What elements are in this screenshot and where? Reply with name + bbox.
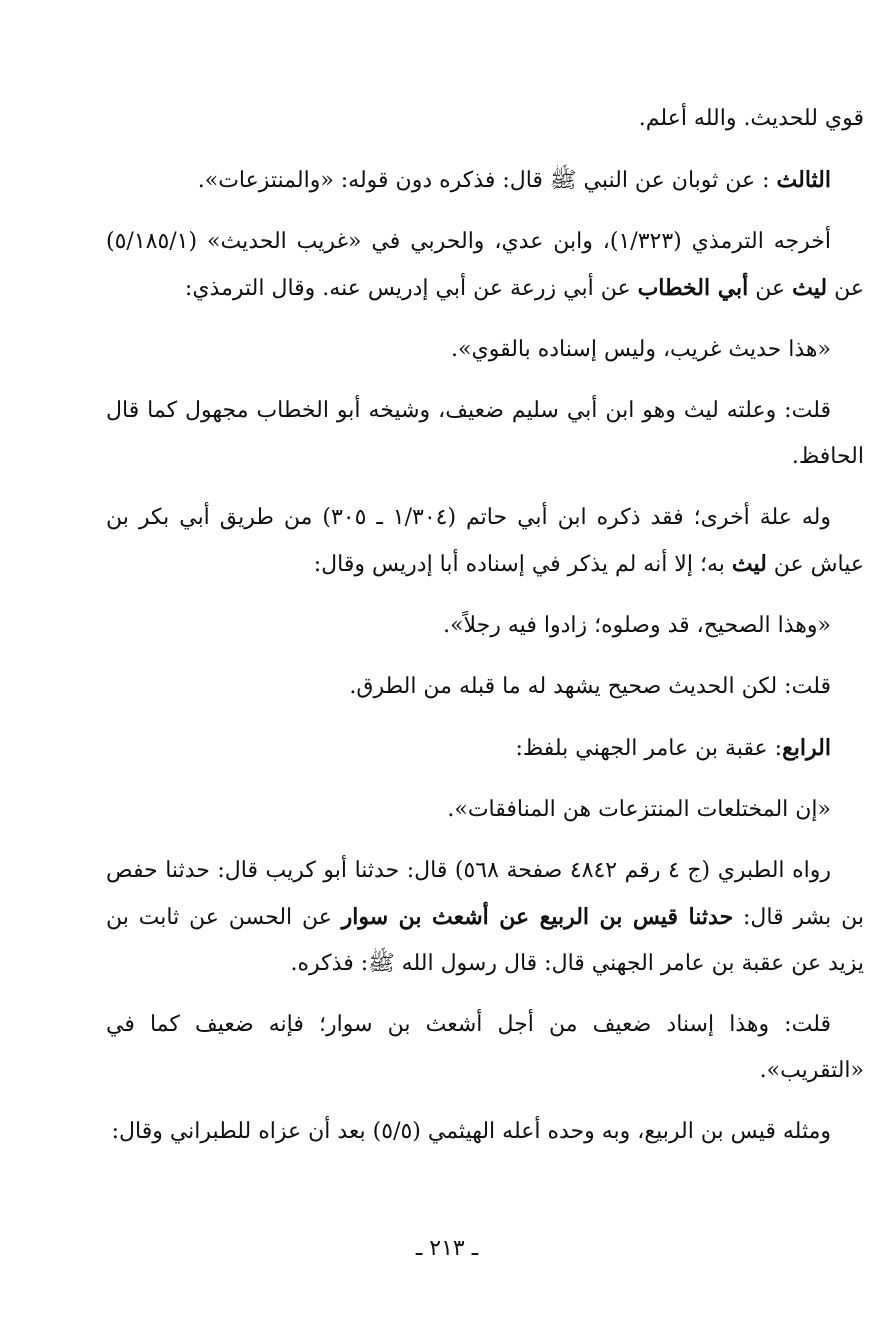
- text-run: قلت: وعلته ليث وهو ابن أبي سليم ضعيف، وشيخه أبو الخطاب مجهول كما قال الحافظ.: [106, 398, 864, 469]
- text-run: عن: [748, 276, 793, 301]
- text-run: عن الحسن عن ثابت بن يزيد عن عقبة بن عامر الجهني قال: قال رسول الله ﷺ: فذكره.: [106, 905, 864, 976]
- text-run: به؛ إلا أنه لم يذكر في إسناده أبا إدريس وقال:: [313, 552, 732, 577]
- paragraph: [106, 787, 864, 833]
- text-run: عن أبي زرعة عن أبي إدريس عنه. وقال الترمذي:: [184, 276, 638, 301]
- bold-run: ليث: [792, 275, 828, 301]
- text-run: «إن المختلعات المنتزعات هن المنافقات».: [447, 797, 831, 822]
- paragraph: [106, 603, 864, 649]
- paragraph: [106, 219, 864, 312]
- paragraph: [106, 327, 864, 373]
- bold-run: الثالث: [776, 167, 831, 193]
- text-run: وله علة أخرى؛ فقد ذكره ابن أبي حاتم (١/٣٠٤ ـ ٣٠٥) من طريق أبي بكر بن عياش عن: [106, 505, 864, 577]
- paragraph: [106, 157, 864, 204]
- paragraph: [106, 725, 864, 772]
- page-body: [106, 96, 864, 1170]
- bold-run: الرابع: [782, 735, 831, 761]
- text-run: : عقبة بن عامر الجهني بلفظ:: [515, 736, 783, 761]
- page-number: ـ ٢١٣ ـ: [415, 1236, 479, 1261]
- paragraph: [106, 96, 864, 142]
- bold-run: أبي الخطاب: [637, 275, 749, 301]
- text-run: رواه الطبري (ج ٤ رقم ٤٨٤٢ صفحة ٥٦٨) قال: حدثنا أبو كريب قال: حدثنا حفص بن بشر قال:: [106, 858, 864, 930]
- bold-run: حدثنا قيس بن الربيع عن أشعث بن سوار: [341, 904, 734, 930]
- text-run: ومثله قيس بن الربيع، وبه وحده أعله الهيثمي (٥/٥) بعد أن عزاه للطبراني وقال:: [111, 1119, 831, 1144]
- paragraph: [106, 1109, 864, 1155]
- text-run: «هذا حديث غريب، وليس إسناده بالقوي».: [451, 337, 831, 362]
- paragraph: [106, 495, 864, 588]
- paragraph: [106, 664, 864, 710]
- paragraph: [106, 388, 864, 480]
- paragraph: [106, 848, 864, 987]
- bold-run: ليث: [731, 551, 767, 577]
- text-run: قوي للحديث. والله أعلم.: [638, 106, 864, 131]
- text-run: قلت: لكن الحديث صحيح يشهد له ما قبله من الطرق.: [349, 674, 831, 699]
- text-run: أخرجه الترمذي (١/٣٢٣)، وابن عدي، والحربي في «غريب الحديث» (٥/١٨٥/١) عن: [106, 229, 864, 301]
- text-run: : عن ثوبان عن النبي ﷺ قال: فذكره دون قوله: «والمنتزعات».: [197, 168, 777, 193]
- text-run: قلت: وهذا إسناد ضعيف من أجل أشعث بن سوار؛ فإنه ضعيف كما في «التقريب».: [106, 1012, 864, 1083]
- text-run: «وهذا الصحيح، قد وصلوه؛ زادوا فيه رجلاً».: [443, 613, 831, 638]
- paragraph: [106, 1002, 864, 1094]
